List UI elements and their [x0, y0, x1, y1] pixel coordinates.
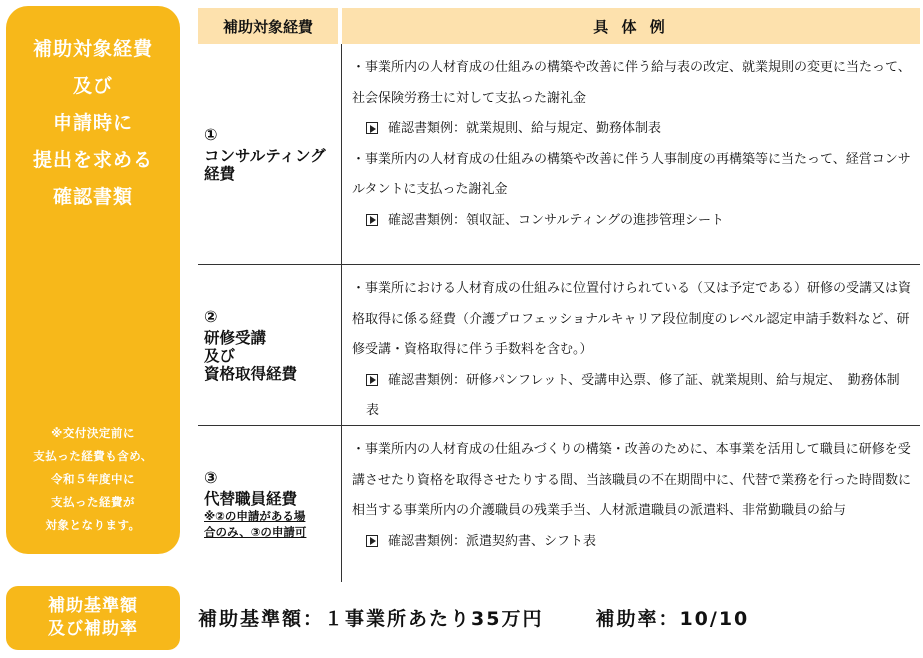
header-examples: 具 体 例: [342, 8, 920, 44]
category-label: [204, 308, 297, 383]
row-category: [198, 426, 342, 582]
table-row: [198, 426, 920, 582]
example-text: ・事業所内の人材育成の仕組みの構築や改善に伴う給与表の改定、就業規則の変更に当たって、社会保険労務士に対して支払った謝礼金: [352, 60, 911, 106]
document-example: [352, 206, 912, 237]
row-examples: [342, 44, 920, 264]
category-number: ①: [204, 124, 218, 144]
category-number: ③: [204, 467, 218, 487]
subsidy-rate: 補助率：10/10: [595, 608, 750, 630]
rate-label: [6, 586, 180, 650]
expense-table: [198, 8, 920, 582]
table-row: [198, 265, 920, 426]
play-icon: [366, 214, 378, 226]
category-line: 経費: [204, 164, 236, 183]
side-note-line: 令和５年度中に: [51, 472, 135, 486]
row-examples: [342, 426, 920, 582]
category-label: [204, 469, 306, 540]
table-row: [198, 44, 920, 265]
table-body: [198, 44, 920, 582]
document-example: [352, 366, 912, 427]
example-text: ・事業所内の人材育成の仕組みづくりの構築・改善のために、本事業を活用して職員に研修を受講させたり資格を取得させたりする間、当該職員の不在期間中に、代替で業務を行った時間数に相当する事業所内の介護職員の残業手当、人材派遣職員の派遣料、非常勤職員の給与: [352, 442, 912, 518]
document-example: [352, 527, 912, 558]
category-line: 代替職員経費: [204, 489, 298, 508]
category-line: 資格取得経費: [204, 364, 298, 383]
side-title: [6, 38, 180, 223]
side-note-line: 対象となります。: [45, 518, 141, 532]
side-title-line: 申請時に: [52, 112, 133, 134]
category-line: 研修受講: [204, 328, 267, 347]
row-examples: [342, 265, 920, 425]
header-category: 補助対象経費: [198, 8, 338, 44]
category-label: [204, 126, 326, 183]
category-line: 及び: [204, 346, 236, 365]
row-category: [198, 44, 342, 264]
category-note: ※②の申請がある場: [204, 508, 306, 523]
side-title-line: 及び: [72, 75, 113, 97]
rate-text: [198, 604, 749, 631]
category-note: 合のみ、③の申請可: [204, 524, 307, 539]
row-category: [198, 265, 342, 425]
side-title-line: 補助対象経費: [32, 38, 153, 60]
play-icon: [366, 122, 378, 134]
document-example-text: 確認書類例：就業規則、給与規定、勤務体制表: [388, 121, 662, 136]
document-example-text: 確認書類例：派遣契約書、シフト表: [388, 533, 597, 549]
side-note-line: 支払った経費が: [51, 495, 135, 509]
example-text: ・事業所における人材育成の仕組みに位置付けられている（又は予定である）研修の受講又は資格取得に係る経費（介護プロフェッショナルキャリア段位制度のレベル認定申請手数料など、研修受講・資格取得に伴う手数料を含む。）: [352, 281, 912, 357]
example-text: ・事業所内の人材育成の仕組みの構築や改善に伴う人事制度の再構築等に当たって、経営コンサルタントに支払った謝礼金: [352, 151, 911, 197]
document-example-text: 確認書類例：領収証、コンサルティングの進捗管理シート: [388, 212, 725, 228]
document-example-text: 確認書類例：研修パンフレット、受講申込票、修了証、就業規則、給与規定、 勤務体制表: [366, 372, 900, 418]
play-icon: [366, 535, 378, 547]
side-note-line: ※交付決定前に: [51, 426, 135, 440]
table-header: [198, 8, 920, 44]
document-example: [352, 114, 912, 145]
play-icon: [366, 374, 378, 386]
side-note: [6, 422, 180, 537]
category-line: コンサルティング: [204, 146, 326, 165]
category-number: ②: [204, 306, 218, 326]
rate-label-line: 及び補助率: [48, 619, 138, 639]
side-panel: [6, 6, 180, 554]
side-title-line: 確認書類: [52, 186, 133, 208]
rate-label-line: 補助基準額: [48, 596, 138, 616]
side-title-line: 提出を求める: [32, 149, 153, 171]
side-note-line: 支払った経費も含め、: [33, 449, 153, 463]
subsidy-amount: 補助基準額：１事業所あたり35万円: [198, 608, 544, 630]
